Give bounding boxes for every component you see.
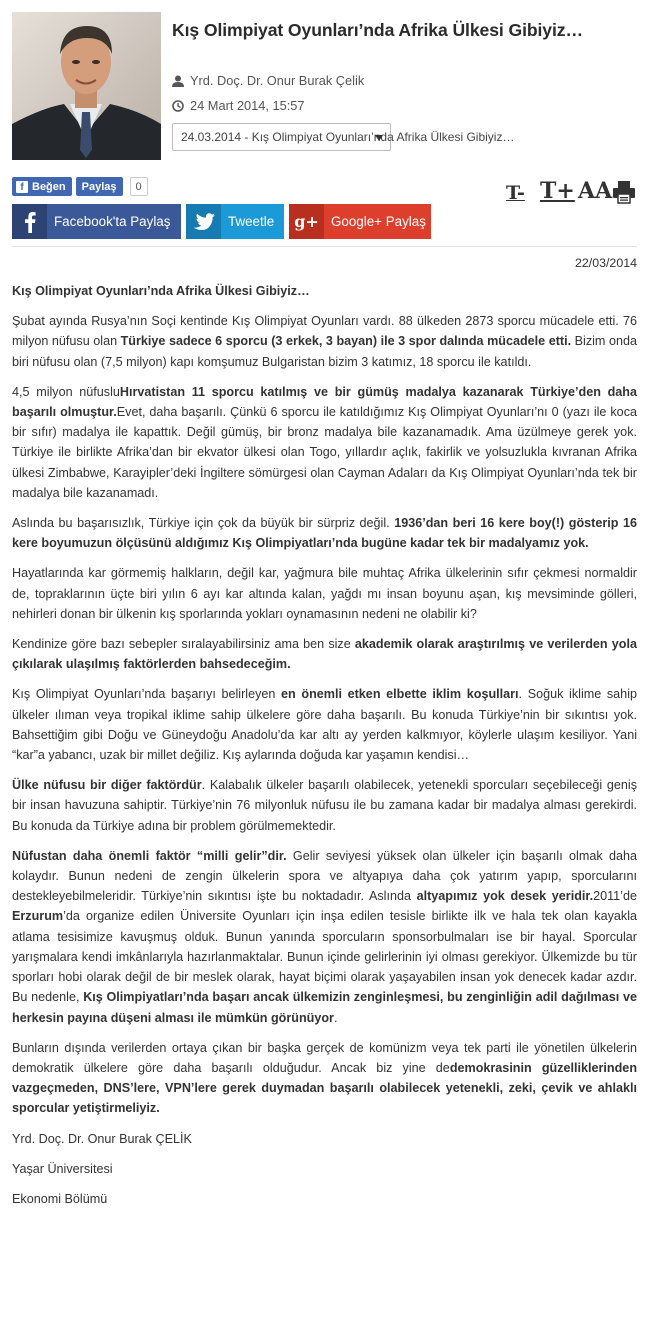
facebook-share-small-button[interactable]: [76, 177, 123, 196]
paragraph: Nüfustan daha önemli faktör “milli gelir”dir. Gelir seviyesi yüksek olan ülkeler için başarılı olmak daha kolaydır. Bunun nedeni de zengin ülkelerin spora ve altyapıya daha çok yatırım yapıp, sporcularını destekleyebilmeleridir. Türkiye’nin sıkıntısı işte bu noktadadır. Aslında altyapımız yok desek yeridir.2011’de Erzurum’da organize edilen Üniversite Oyunları için inşa edilen tesisle birlikte ilk ve hala tek olan kayakla atlama tesisimize kavuşmuş olduk. Bunun yanında sporcuların sponsorbulmaları ise bir hayal. Sporcular yarışmalara kendi imkânlarıyla hazırlanmaktalar. Bunun içinde gelirlerinin iyi olması gerekiyor. Ülkemizde bu tür sporları hobi olarak değil de bir meslek olarak, hayat biçimi olarak yaşayabilen insan yok denecek kadar azdır. Bu nedenle, Kış Olimpiyatları’nda başarı ancak ülkemizin zenginleşmesi, bu zenginliğin adil dağılması ve herkesin payına düşeni alması ile mümkün görünüyor.: [12, 848, 638, 1025]
divider: [12, 246, 637, 247]
like-label: Beğen: [32, 180, 66, 193]
paragraph: 4,5 milyon nüfusluHırvatistan 11 sporcu katılmış ve bir gümüş madalya kazanarak Türkiye’den daha başarılı olmuştur.Evet, daha başarılı. Çünkü 6 sporcu ile katıldığımız Kış Olimpiyat Oyunları’nı 0 (yazı ile koca bir sıfır) madalya ile kapattık. Değil gümüş, bir bronz madalya bile kazanamadık. Ama üzülmeye gerek yok. Türkiye ile birlikte Afrika’dan bir ekvator ülkesi olan Togo, yıllardır açlık, fakirlik ve yolsuzlukla kıvranan Afrika ülkesi Zimbabwe, Karayipler’deki İngiltere sömürgesi olan Cayman Adaları da Kış Olimpiyat Oyunları’nda tek bir madalya bile kazanamadı.: [12, 384, 638, 500]
article-date: 22/03/2014: [574, 256, 637, 270]
chevron-down-icon: [375, 135, 383, 141]
decrease-font-button[interactable]: [506, 176, 536, 204]
print-icon[interactable]: [612, 176, 638, 204]
signature-name: Yrd. Doç. Dr. Onur Burak ÇELİK: [12, 1131, 192, 1146]
facebook-like-button[interactable]: [12, 177, 72, 196]
article-title: Kış Olimpiyat Oyunları’nda Afrika Ülkesi Gibiyiz…: [172, 20, 583, 40]
share-label: Paylaş: [81, 180, 117, 193]
text-tools: [506, 176, 638, 204]
clock-icon: [172, 100, 184, 112]
user-icon: [172, 75, 184, 87]
archive-select-value: 24.03.2014 - Kış Olimpiyat Oyunları’nda Afrika Ülkesi Gibiyiz…: [181, 130, 515, 144]
font-size-button[interactable]: [578, 176, 613, 204]
facebook-share-label: Facebook'ta Paylaş: [54, 214, 171, 229]
paragraph: Şubat ayında Rusya’nın Soçi kentinde Kış Olimpiyat Oyunları vardı. 88 ülkeden 2873 sporcu mücadele etti. 76 milyon nüfusu olan Türkiye sadece 6 sporcu (3 erkek, 3 bayan) ile 3 spor dalında mücadele etti. Bizim onda biri nüfusu olan (7,5 milyon) kapı komşumuz Bulgaristan bizim 3 katımız, 18 sporcu ile katıldı.: [12, 314, 637, 369]
increase-font-button[interactable]: [540, 176, 574, 204]
twitter-icon: [186, 204, 221, 239]
facebook-like-bar: [12, 177, 148, 196]
author-line: [172, 73, 364, 88]
facebook-icon: f: [16, 181, 28, 193]
paragraph: Kış Olimpiyat Oyunları’nda başarıyı belirleyen en önemli etken elbette iklim koşulları. Soğuk iklime sahip ülkeler ılıman veya tropikal iklime sahip ülkelere göre daha başarılı. Bu konuda Türkiye’nin bir sıkıntısı yok. Bahsettiğim gibi Doğu ve Güneydoğu Anadolu’da kar altı ay yerden kalkmıyor, köylerle ulaşım kesiliyor. Yani “kar”a yabancı, uzak bir millet değiliz. Kış aylarında doğuda kar yaşamın kendisi…: [12, 687, 637, 763]
decrease-font-label: T-: [506, 182, 525, 204]
article-body: [12, 281, 637, 1219]
author-photo: [12, 12, 161, 160]
facebook-icon: [12, 204, 47, 239]
article-heading: Kış Olimpiyat Oyunları’nda Afrika Ülkesi Gibiyiz…: [12, 284, 310, 298]
archive-select[interactable]: [172, 123, 515, 151]
google-plus-icon: g+: [289, 204, 324, 239]
facebook-share-button[interactable]: [12, 204, 181, 239]
paragraph: Bunların dışında verilerden ortaya çıkan bir başka gerçek de komünizm veya tek parti ile yönetilen ülkelerin demokratik ülkelere göre daha başarılı olduğudur. Ancak biz yine dedemokrasinin güzelliklerinden vazgeçmeden, DNS’lere, VPN’lere gerek duymadan başarılı olabilecek yetenekli, zeki, çevik ve ahlaklı sporcular yetiştirmeliyiz.: [12, 1040, 638, 1116]
share-count: 0: [130, 177, 148, 196]
paragraph: Ülke nüfusu bir diğer faktördür. Kalabalık ülkeler başarılı olabilecek, yetenekli sporcuları seçebileceği geniş bir insan havuzuna sahiptir. Türkiye’nin 76 milyonluk nüfusu ile bu zamana kadar bir madalya alması gerekirdi. Bu konuda da Türkiye adına bir problem görülmemektedir.: [12, 778, 637, 833]
signature-department: Ekonomi Bölümü: [12, 1191, 108, 1206]
font-size-label: AA: [578, 178, 613, 204]
paragraph: Hayatlarında kar görmemiş halkların, değil kar, yağmura bile muhtaç Afrika ülkelerinin sıfır çekmesi normaldir de, topraklarının üçte biri yılın 6 ayı kar altında kalan, yağdı mı insan boyunu aşan, kış mevsiminde gölleri, nehirleri donan bir ülkenin kış sporlarında yokları oynamasının nedeni ne olabilir ki?: [12, 566, 637, 621]
paragraph: Kendinize göre bazı sebepler sıralayabilirsiniz ama ben size akademik olarak araştırılmış ve verilerden yola çıkılarak ulaşılmış faktörlerden bahsedeceğim.: [12, 637, 637, 672]
datetime-line: [172, 98, 305, 113]
tweet-button[interactable]: [186, 204, 284, 239]
signature-university: Yaşar Üniversitesi: [12, 1161, 113, 1176]
google-plus-share-label: Google+ Paylaş: [331, 214, 426, 229]
increase-font-label: T+: [540, 178, 575, 204]
author-name[interactable]: Yrd. Doç. Dr. Onur Burak Çelik: [190, 73, 365, 88]
paragraph: Aslında bu başarısızlık, Türkiye için çok da büyük bir sürpriz değil. 1936’dan beri 16 kere boy(!) gösterip 16 kere boyumuzun ölçüsünü aldığımız Kış Olimpiyatları’nda bugüne kadar tek bir madalyamız yok.: [12, 516, 638, 551]
tweet-label: Tweetle: [228, 214, 275, 229]
publish-datetime: 24 Mart 2014, 15:57: [190, 98, 305, 113]
google-plus-share-button[interactable]: [289, 204, 431, 239]
